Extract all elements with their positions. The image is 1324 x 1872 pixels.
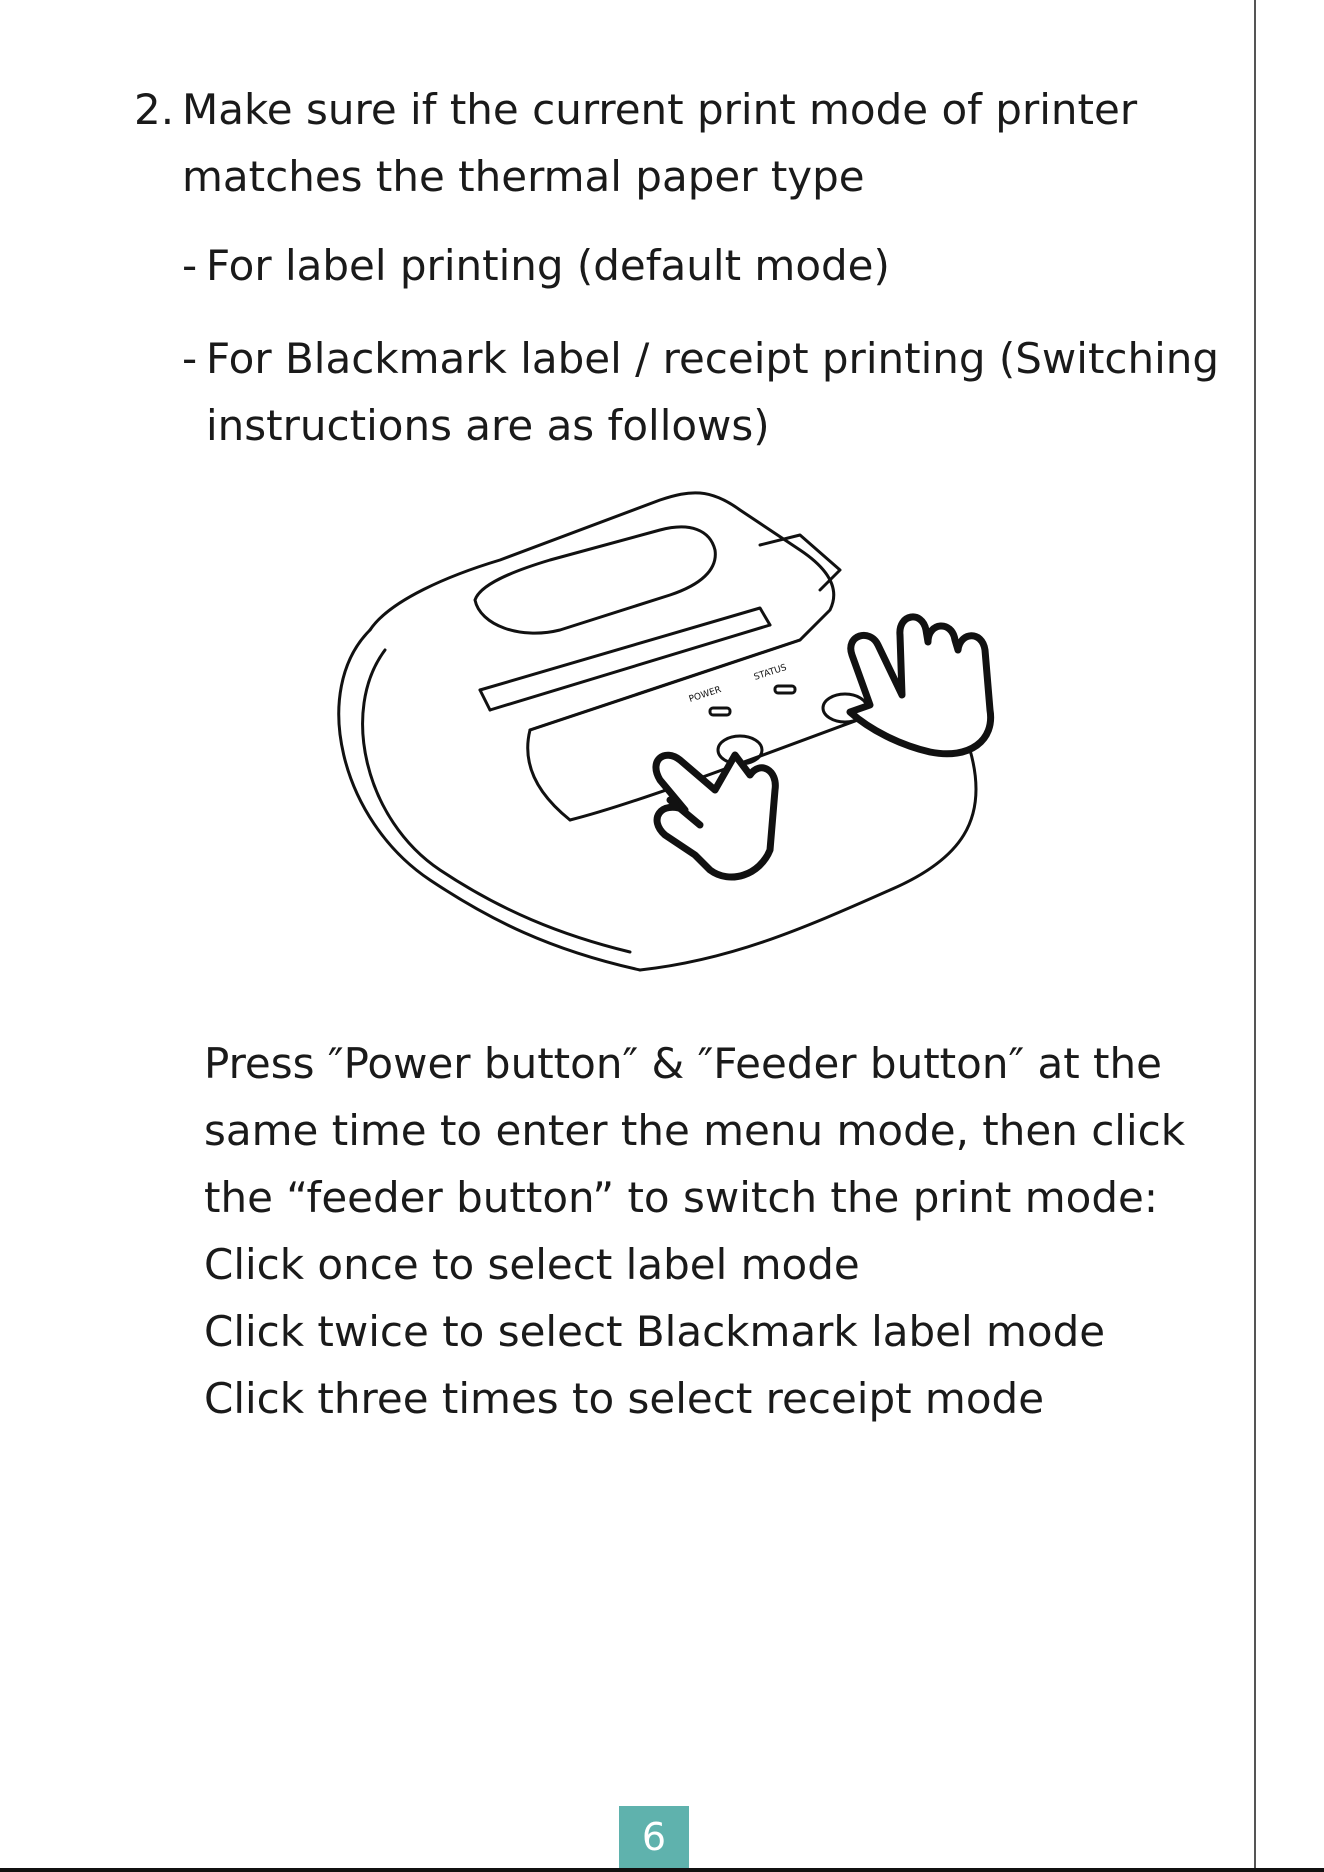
printer-illustration [330,490,1010,1000]
step-text: Make sure if the current print mode of printer matches the thermal paper type [182,85,1138,201]
instruction-line: Click once to select label mode [204,1240,860,1289]
instruction-line: Press ″Power button″ & ″Feeder button″ at the [204,1039,1162,1088]
bullet-dash: - [182,334,198,383]
step-number: 2. [134,85,175,134]
bullet-dash: - [182,241,198,290]
bullet-text: For label printing (default mode) [206,241,890,290]
bullet-blackmark-printing [182,325,1242,459]
instruction-line: same time to enter the menu mode, then click [204,1106,1186,1155]
page-number: 6 [619,1806,689,1868]
bullet-text: For Blackmark label / receipt printing (Switching instructions are as follows) [206,334,1220,450]
instruction-line: the “feeder button” to switch the print mode: [204,1173,1158,1222]
status-led-label: STATUS [752,662,789,683]
page-border-right [1254,0,1256,1872]
bullet-label-printing [182,232,1242,299]
instruction-line: Click twice to select Blackmark label mode [204,1307,1106,1356]
step-heading [134,76,1214,210]
power-led-label: POWER [687,685,723,705]
instructions [204,1030,1244,1432]
right-hand-icon [850,617,991,754]
instruction-line: Click three times to select receipt mode [204,1374,1045,1423]
page-border-bottom [0,1868,1324,1872]
